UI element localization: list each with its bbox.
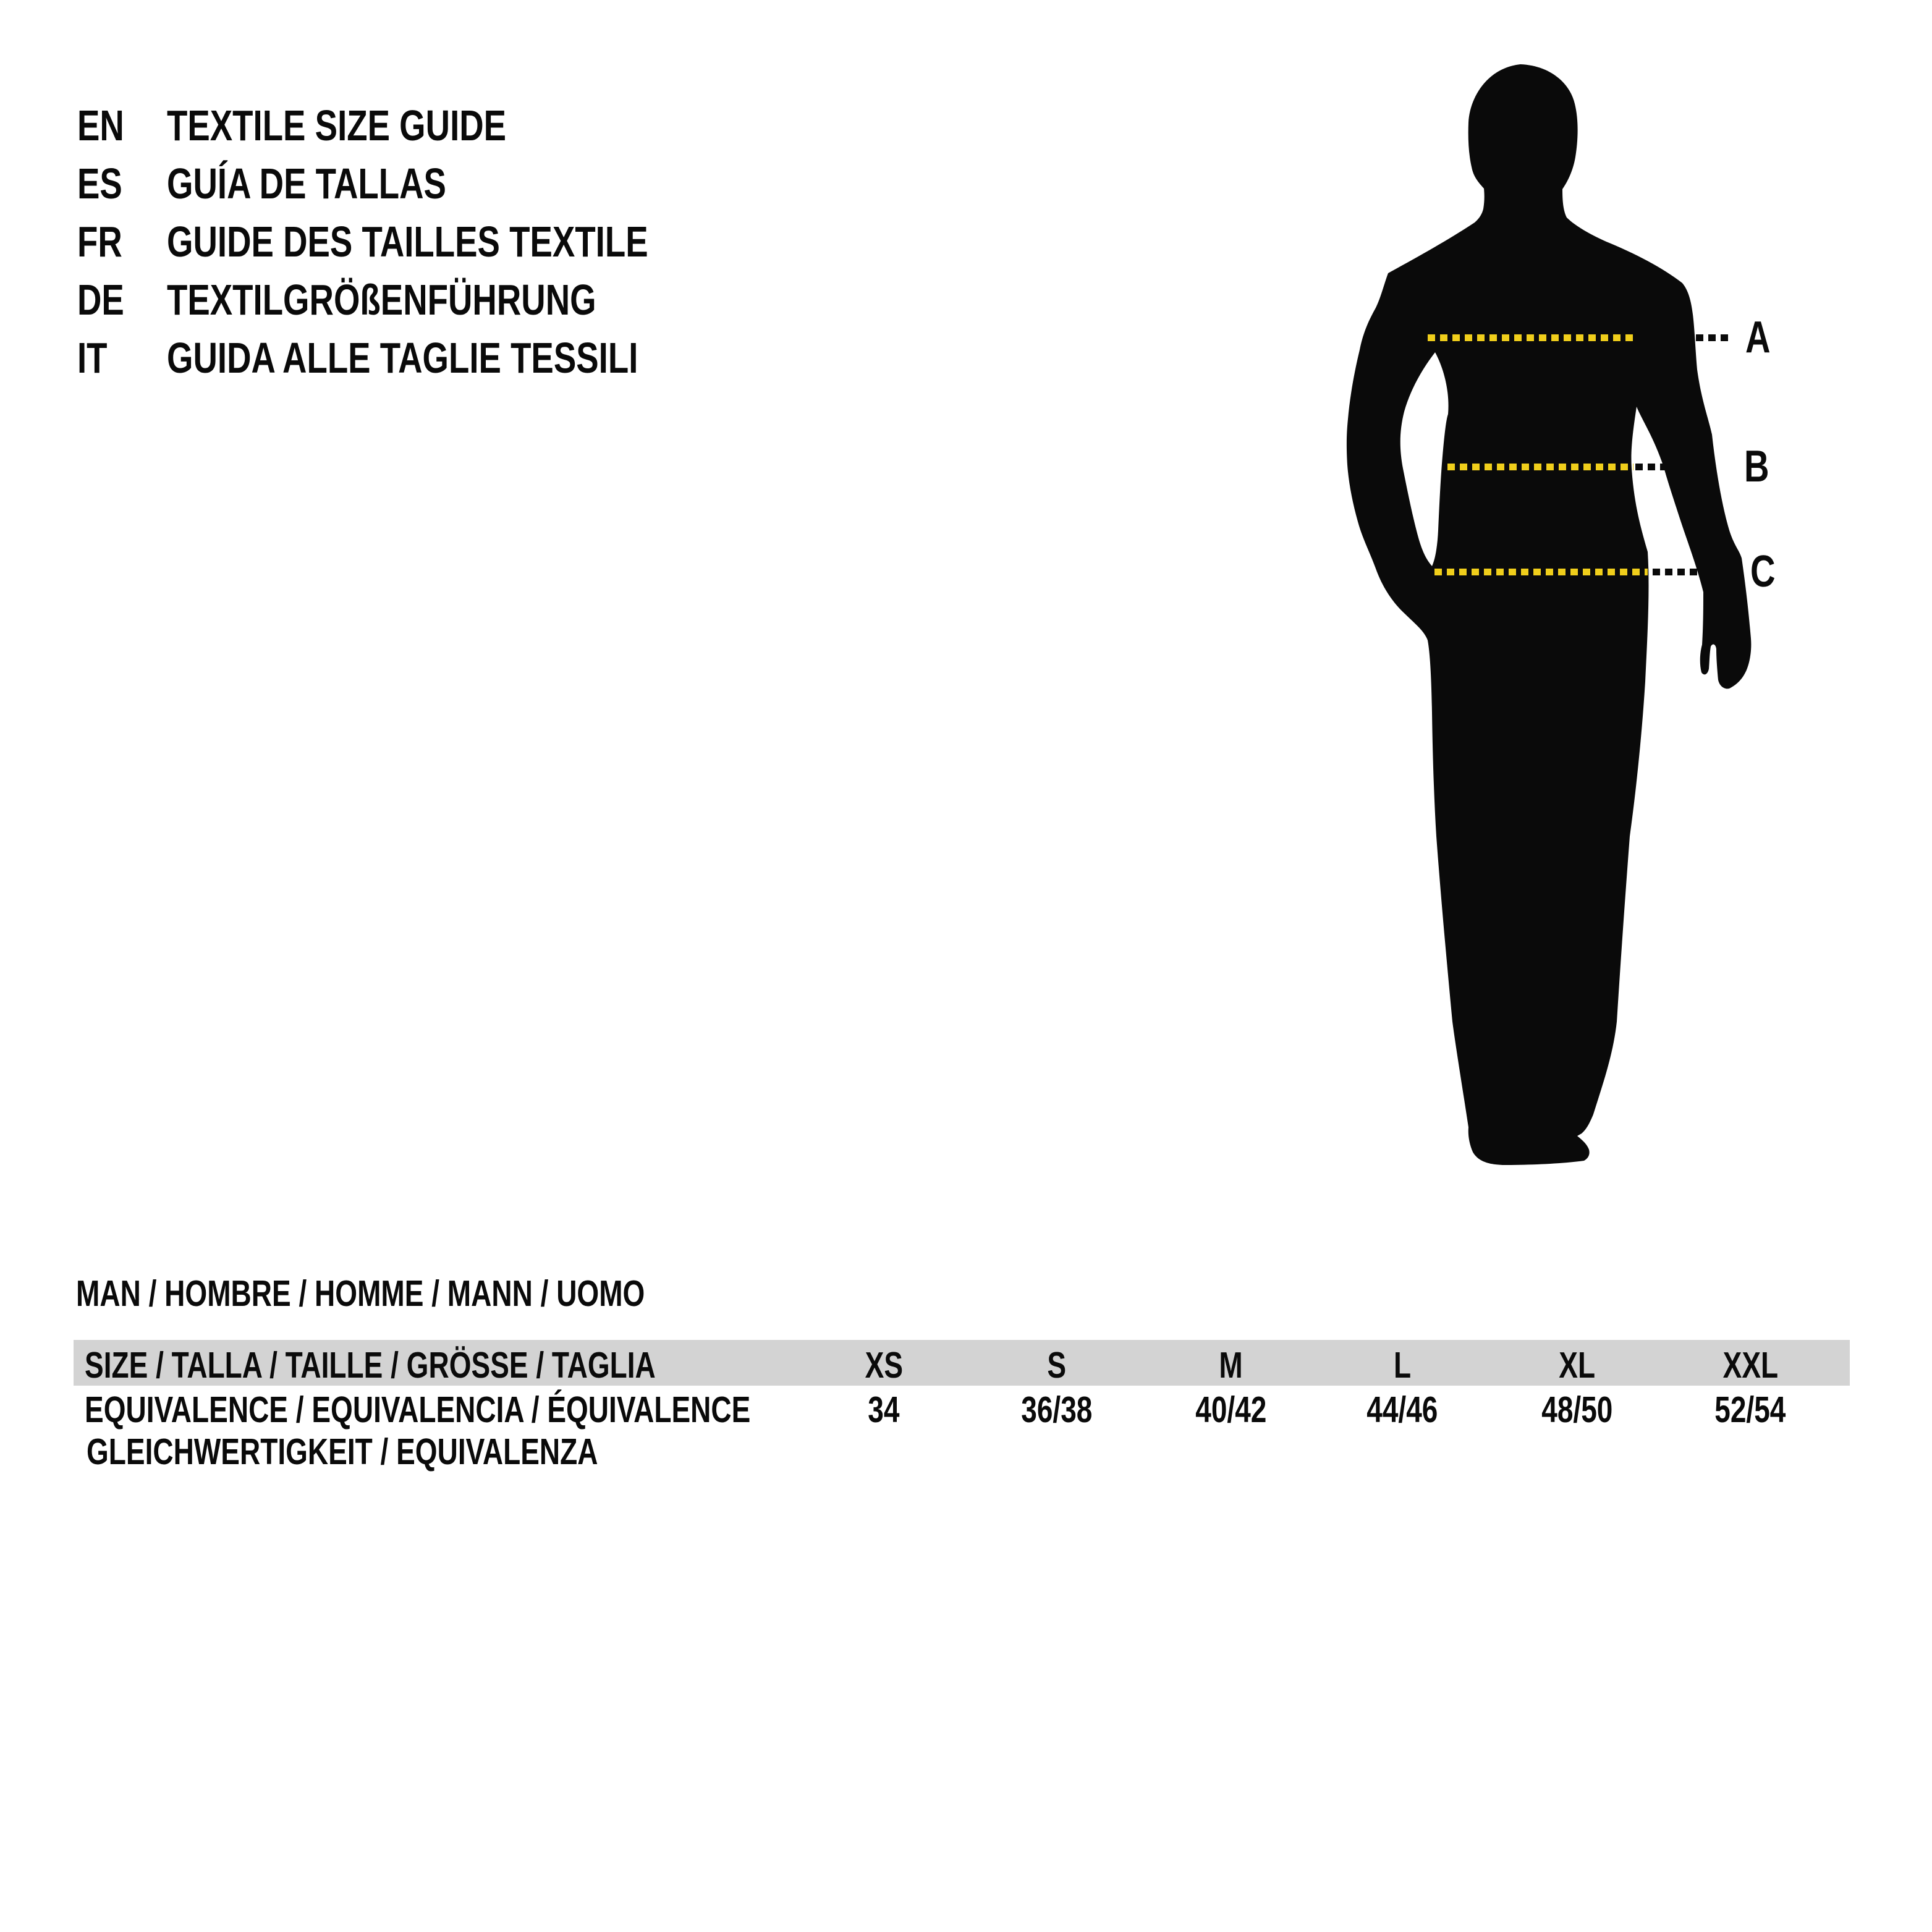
measure-line-a-yellow [1428,334,1633,341]
size-col-header-l: L [1393,1345,1412,1386]
measure-line-a-black [1696,334,1731,341]
equivalence-value-xs: 34 [868,1389,900,1430]
measure-line-b-black [1635,464,1669,470]
size-col-header-xs: XS [865,1345,903,1386]
language-code: ES [77,159,122,208]
section-title: MAN / HOMBRE / HOMME / MANN / UOMO [76,1273,645,1314]
size-col-header-xxl: XXL [1722,1345,1778,1386]
equivalence-value-l: 44/46 [1366,1389,1438,1430]
measure-line-b-yellow [1447,464,1633,470]
language-title: GUIDE DES TAILLES TEXTILE [167,218,648,266]
measure-line-c-yellow [1434,569,1648,575]
equivalence-value-m: 40/42 [1195,1389,1267,1430]
equivalence-value-xxl: 52/54 [1714,1389,1786,1430]
language-title: GUÍA DE TALLAS [167,159,446,208]
equivalence-value-xl: 48/50 [1541,1389,1613,1430]
measure-label-a: A [1745,313,1771,362]
size-col-header-xl: XL [1559,1345,1596,1386]
language-title: TEXTILE SIZE GUIDE [167,101,507,150]
measure-label-c: C [1750,547,1776,596]
language-code: FR [77,218,122,266]
language-title: TEXTILGRÖßENFÜHRUNG [167,276,596,324]
equivalence-label-line1: EQUIVALENCE / EQUIVALENCIA / ÉQUIVALENCE [85,1389,751,1430]
man-silhouette [1283,36,1932,1266]
table-header-label: SIZE / TALLA / TAILLE / GRÖSSE / TAGLIA [85,1345,656,1386]
measure-line-c-black [1653,569,1701,575]
size-col-header-s: S [1047,1345,1067,1386]
language-code: IT [77,334,108,382]
size-col-header-m: M [1219,1345,1244,1386]
equivalence-value-s: 36/38 [1021,1389,1093,1430]
language-code: DE [77,276,124,324]
equivalence-label-line2: GLEICHWERTIGKEIT / EQUIVALENZA [87,1431,598,1472]
man-silhouette-path [1347,64,1751,1165]
language-title: GUIDA ALLE TAGLIE TESSILI [167,334,638,382]
measure-label-b: B [1744,442,1769,491]
language-code: EN [77,101,124,150]
